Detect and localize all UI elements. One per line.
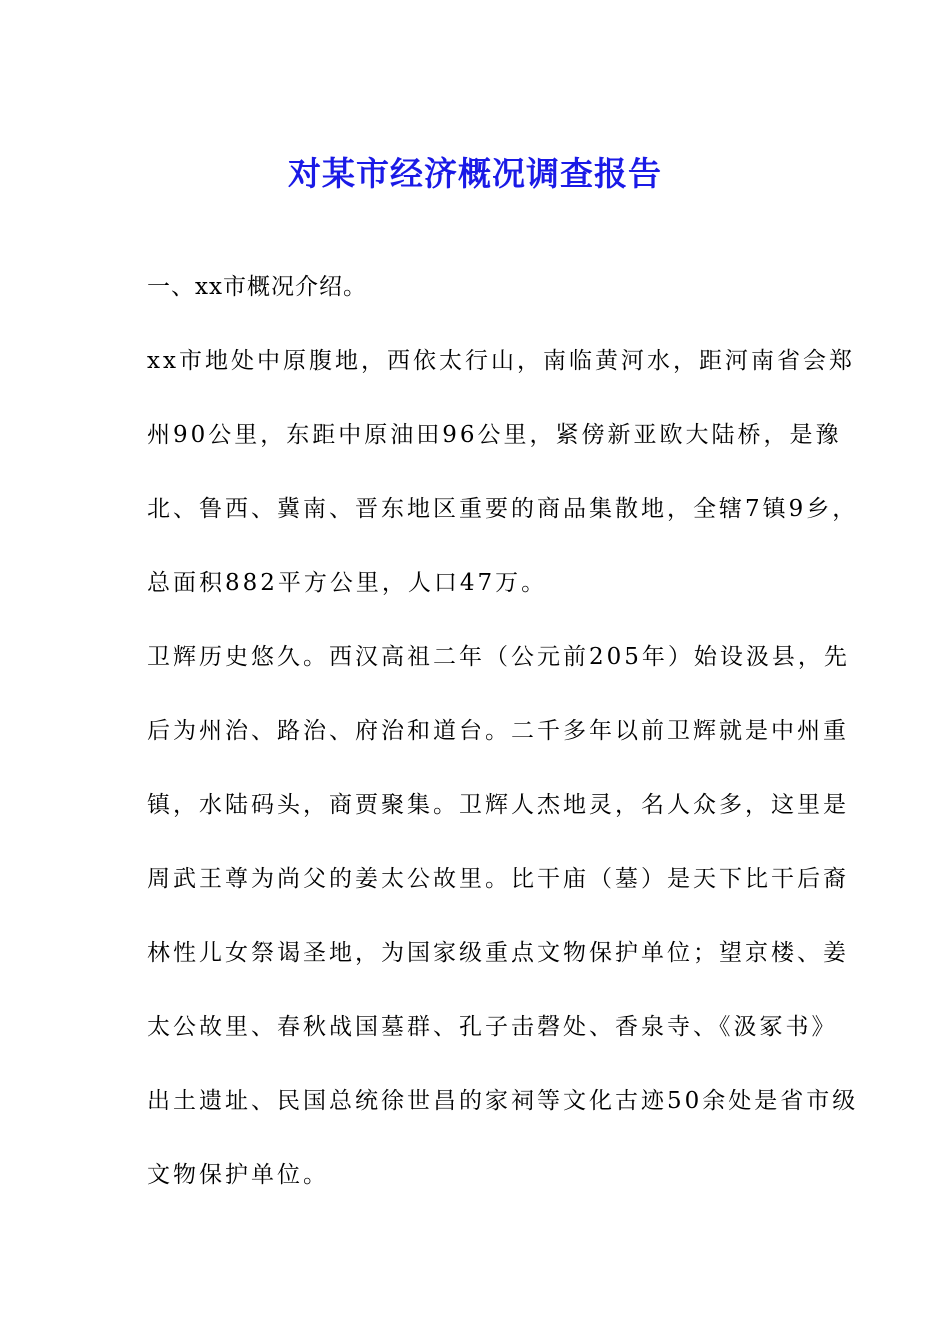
paragraph-line: 镇，水陆码头，商贾聚集。卫辉人杰地灵，名人众多，这里是 (147, 792, 849, 818)
paragraph-location (147, 336, 859, 632)
section-spacer (147, 312, 807, 336)
paragraph-line: 周武王尊为尚父的姜太公故里。比干庙（墓）是天下比干后裔 (147, 866, 849, 892)
document-body (147, 262, 859, 1224)
paragraph-line: 后为州治、路治、府治和道台。二千多年以前卫辉就是中州重 (147, 718, 849, 744)
paragraph-line: xx市地处中原腹地，西依太行山，南临黄河水，距河南省会郑 (147, 348, 855, 374)
paragraph-line: 州90公里，东距中原油田96公里，紧傍新亚欧大陆桥，是豫 (147, 422, 842, 448)
paragraph-line: 出土遗址、民国总统徐世昌的家祠等文化古迹50余处是省市级 (147, 1088, 859, 1114)
paragraph-history (147, 632, 859, 1224)
section-heading: 一、xx市概况介绍。 (147, 274, 367, 300)
document-title: 对某市经济概况调查报告 (288, 154, 662, 194)
paragraph-line: 北、鲁西、冀南、晋东地区重要的商品集散地，全辖7镇9乡， (147, 496, 859, 522)
paragraph-line: 太公故里、春秋战国墓群、孔子击磬处、香泉寺、《汲冢书》 (147, 1014, 838, 1040)
paragraph-line: 林性儿女祭谒圣地，为国家级重点文物保护单位；望京楼、姜 (147, 940, 849, 966)
paragraph-line: 文物保护单位。 (147, 1162, 329, 1188)
paragraph-line: 卫辉历史悠久。西汉高祖二年（公元前205年）始设汲县，先 (147, 644, 850, 670)
paragraph-line: 总面积882平方公里，人口47万。 (147, 570, 548, 596)
